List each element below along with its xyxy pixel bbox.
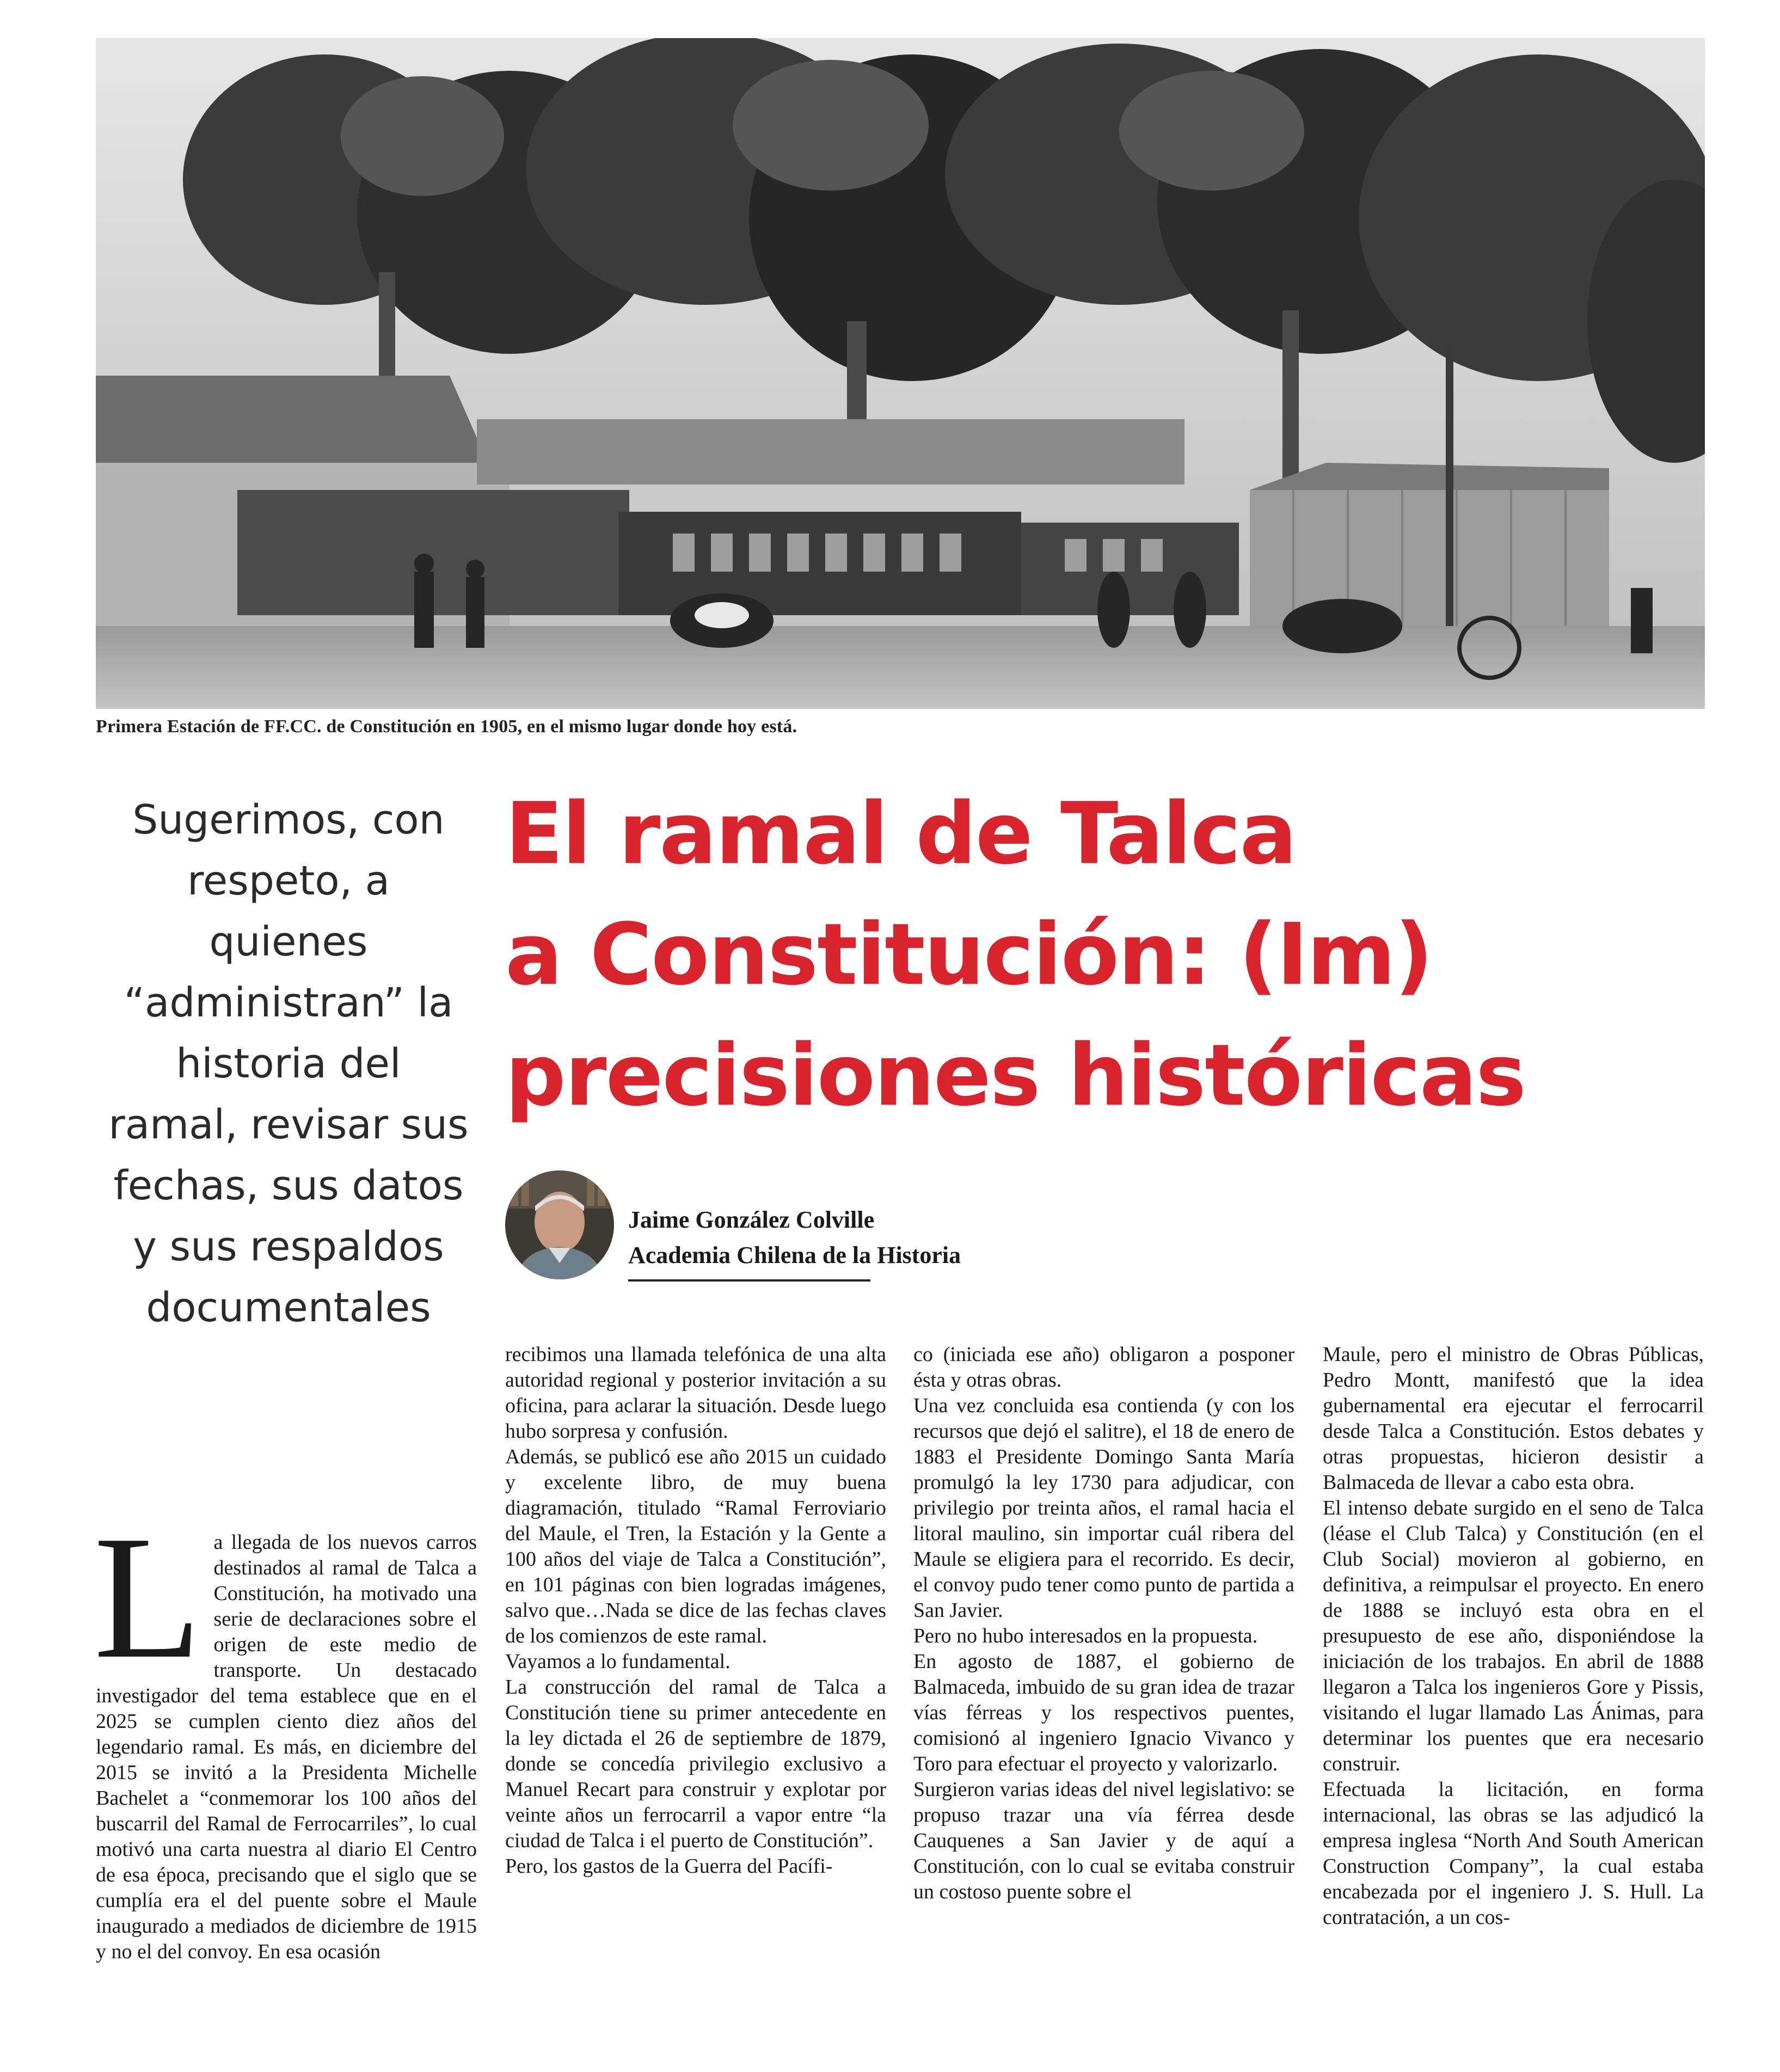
photo-caption: Primera Estación de FF.CC. de Constitución en 1905, en el mismo lugar donde hoy está. bbox=[96, 716, 797, 737]
author-avatar bbox=[505, 1170, 614, 1279]
headline-line-1: El ramal de Talca bbox=[505, 784, 1296, 883]
paragraph: recibimos una llamada telefónica de una alta autoridad regional y posterior invitación a su oficina, para aclarar la situación. Desde luego hubo sorpresa y confusión. bbox=[505, 1343, 886, 1443]
article-column-4 bbox=[1323, 1342, 1704, 1930]
author-affiliation: Academia Chilena de la Historia bbox=[628, 1242, 961, 1268]
author-name: Jaime González Colville bbox=[628, 1206, 875, 1233]
historic-station-photo bbox=[96, 38, 1705, 709]
paragraph: Además, se publicó ese año 2015 un cuidado y excelente libro, de muy buena diagramación, titulado “Ramal Ferroviario del Maule, el Tren, la Estación y la Gente a 100 años del viaje de Talca a Constitución”, en 101 páginas con bien logradas imágenes, salvo que…Nada se dice de las fechas claves de los comienzos de este ramal. bbox=[505, 1445, 886, 1647]
paragraph: Una vez concluida esa contienda (y con los recursos que dejó el salitre), el 18 de enero de 1883 el Presidente Domingo Santa María promulgó la ley 1730 para adjudicar, con privilegio por treinta años, el ramal hacia el litoral maulino, sin importar cuál ribera del Maule se eligiera para el recorrido. Es decir, el convoy pudo tener como punto de partida a San Javier. bbox=[913, 1394, 1294, 1622]
paragraph: La construcción del ramal de Talca a Constitución tiene su primer antecedente en la ley dictada el 26 de septiembre de 1879, donde se concedía privilegio exclusivo a Manuel Recart para construir y explotar por veinte años un ferrocarril a vapor entre “la ciudad de Talca i el puerto de Constitución”. bbox=[505, 1676, 886, 1852]
paragraph: Surgieron varias ideas del nivel legislativo: se propuso trazar una vía férrea desde Cauquenes a San Javier y de aquí a Constitución, con lo cual se evitaba construir un costoso puente sobre el bbox=[913, 1778, 1294, 1903]
headline-line-3: precisiones históricas bbox=[505, 1026, 1526, 1125]
photo-illustration bbox=[96, 38, 1705, 709]
article-headline bbox=[505, 773, 1757, 1136]
paragraph: Pero no hubo interesados en la propuesta. bbox=[913, 1625, 1258, 1647]
paragraph: En agosto de 1887, el gobierno de Balmaceda, imbuido de su gran idea de trazar vías férreas y los respectivos puentes, comisionó al ingeniero Ignacio Vivanco y Toro para efectuar el proyecto y valorizarlo. bbox=[913, 1650, 1294, 1775]
headline-line-2: a Constitución: (Im) bbox=[505, 905, 1432, 1004]
paragraph: El intenso debate surgido en el seno de Talca (léase el Club Talca) y Constitución (en el Club Social) movieron al gobierno, en definitiva, a reimpulsar el proyecto. En enero de 1888 se incluyó esta obra en el presupuesto de ese año, disponiéndose la iniciación de los trabajos. En abril de 1888 llegaron a Talca los ingenieros Gore y Pissis, visitando el lugar llamado Las Ánimas, para determinar los puentes que era necesario construir. bbox=[1323, 1497, 1704, 1775]
article-column-3 bbox=[913, 1342, 1294, 1905]
paragraph: Vayamos a lo fundamental. bbox=[505, 1650, 731, 1673]
paragraph: co (iniciada ese año) obligaron a posponer ésta y otras obras. bbox=[913, 1343, 1294, 1391]
paragraph: Efectuada la licitación, en forma internacional, las obras se las adjudicó la empresa inglesa “North And South American Construction Company”, la cual estaba encabezada por el ingeniero J. S. Hull. La contratación, a un cos- bbox=[1323, 1778, 1704, 1929]
paragraph: Pero, los gastos de la Guerra del Pacífi- bbox=[505, 1855, 833, 1878]
paragraph: a llegada de los nuevos carros destinados al ramal de Talca a Constitución, ha motivado una serie de declaraciones sobre el origen de este medio de transporte. Un destacado investigador del tema establece que en el 2025 se cumplen ciento diez años del legendario ramal. Es más, en diciembre del 2015 se invitó a la Presidenta Michelle Bachelet a “conmemorar los 100 años del buscarril del Ramal de Ferrocarriles”, lo cual motivó una carta nuestra al diario El Centro de esa época, precisando que el siglo que se cumplía era el del puente sobre el Maule inaugurado a mediados de diciembre de 1915 y no el del convoy. En esa ocasión bbox=[96, 1531, 477, 1963]
drop-cap: L bbox=[94, 1499, 202, 1695]
article-column-2 bbox=[505, 1342, 886, 1879]
byline-underline bbox=[628, 1279, 870, 1282]
paragraph: Maule, pero el ministro de Obras Públicas, Pedro Montt, manifestó que la idea gubernamental era ejecutar el ferrocarril desde Talca a Constitución. Estos debates y otras propuestas, hicieron desistir a Balmaceda de llevar a cabo esta obra. bbox=[1323, 1343, 1704, 1494]
author-portrait-icon bbox=[505, 1170, 614, 1279]
pull-quote: Sugerimos, con respeto, a quienes “administran” la historia del ramal, revisar sus fechas, sus datos y sus respaldos documentales bbox=[108, 796, 469, 1331]
article-column-1 bbox=[94, 1499, 477, 1965]
